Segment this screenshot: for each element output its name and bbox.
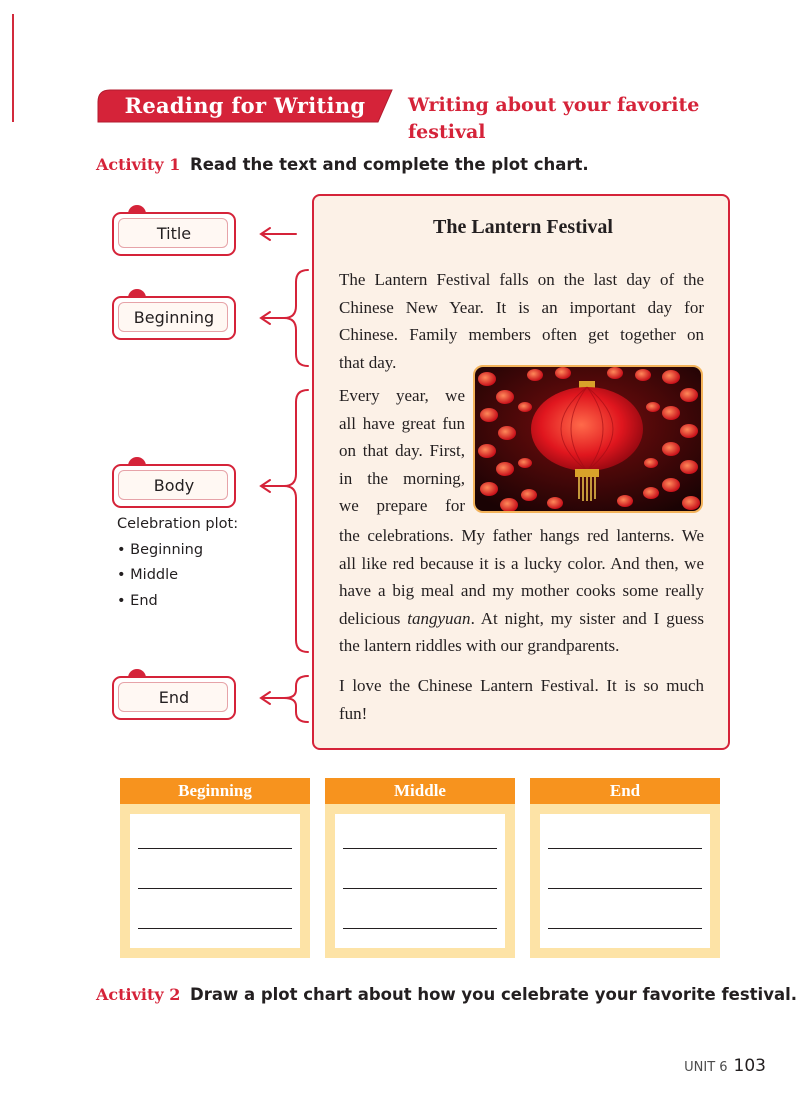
reading-title: The Lantern Festival: [433, 216, 613, 238]
paragraph-3: [339, 672, 704, 727]
activity-2-instruction: Draw a plot chart about how you celebrate your favorite festival.: [190, 985, 798, 1004]
activity-1-label: Activity 1: [96, 155, 181, 174]
page-number: 103: [733, 1056, 766, 1076]
writing-area[interactable]: [335, 814, 505, 948]
text-line: the celebrations. My father hangs red lanterns. We: [339, 526, 704, 545]
plot-column-header: End: [530, 778, 720, 804]
text-line: Chinese New Year. It is an important day for: [339, 297, 704, 317]
writing-line: [138, 928, 292, 929]
bracket-connector: [284, 390, 308, 652]
section-banner-title: Reading for Writing: [124, 93, 366, 118]
paragraph-2-wrapped: [339, 382, 465, 520]
section-subtitle: Writing about your favorite festival: [408, 94, 700, 143]
text-line: delicious tangyuan. At night, my sister and I guess: [339, 608, 704, 628]
writing-area[interactable]: [540, 814, 710, 948]
text-line: The Lantern Festival falls on the last day of the: [339, 270, 704, 289]
text-line: I love the Chinese Lantern Festival. It is so much: [339, 676, 704, 695]
text-line: that day.: [339, 352, 397, 372]
text-line: the lantern riddles with our grandparents.: [339, 636, 620, 655]
text-line: all have great fun: [339, 413, 465, 433]
plot-column-header: Beginning: [120, 778, 310, 804]
plot-column-header: Middle: [325, 778, 515, 804]
text-line: have a big meal and my mother cooks some really: [339, 581, 704, 600]
writing-line: [548, 928, 702, 929]
label-title-text: Title: [156, 224, 192, 243]
activity-2-label: Activity 2: [96, 985, 181, 1004]
plot-note-item: • End: [117, 592, 158, 609]
plot-note-heading: Celebration plot:: [117, 516, 239, 532]
writing-line: [343, 888, 497, 889]
text-line: in the morning,: [339, 468, 465, 488]
plot-note-item: • Beginning: [117, 541, 204, 558]
writing-line: [343, 848, 497, 849]
plot-column-end: [530, 778, 720, 958]
label-body-text: Body: [153, 476, 195, 495]
bracket-connector: [284, 676, 308, 722]
unit-label: UNIT 6: [684, 1060, 728, 1075]
bracket-connector: [284, 270, 308, 366]
text-line: we prepare for: [339, 496, 465, 515]
label-end-text: End: [158, 688, 190, 707]
page-footer: [684, 1056, 766, 1076]
writing-line: [138, 888, 292, 889]
plot-column-beginning: [120, 778, 310, 958]
text-line: fun!: [339, 703, 368, 723]
paragraph-2-full: [339, 522, 704, 660]
paragraph-1: [339, 266, 704, 376]
writing-line: [548, 848, 702, 849]
text-line: all like red because it is a lucky color. And then, we: [339, 553, 704, 573]
text-line: on that day. First,: [339, 441, 465, 460]
lantern-photo: [473, 365, 703, 513]
label-beginning-text: Beginning: [133, 308, 215, 327]
writing-line: [138, 848, 292, 849]
text-line: Every year, we: [339, 386, 465, 405]
italic-word: tangyuan: [407, 608, 471, 628]
writing-line: [343, 928, 497, 929]
text-line: Chinese. Family members often get together on: [339, 325, 704, 344]
activity-1-instruction: Read the text and complete the plot chart.: [190, 155, 589, 174]
writing-line: [548, 888, 702, 889]
plot-note-item: • Middle: [117, 567, 179, 583]
plot-column-middle: [325, 778, 515, 958]
writing-area[interactable]: [130, 814, 300, 948]
